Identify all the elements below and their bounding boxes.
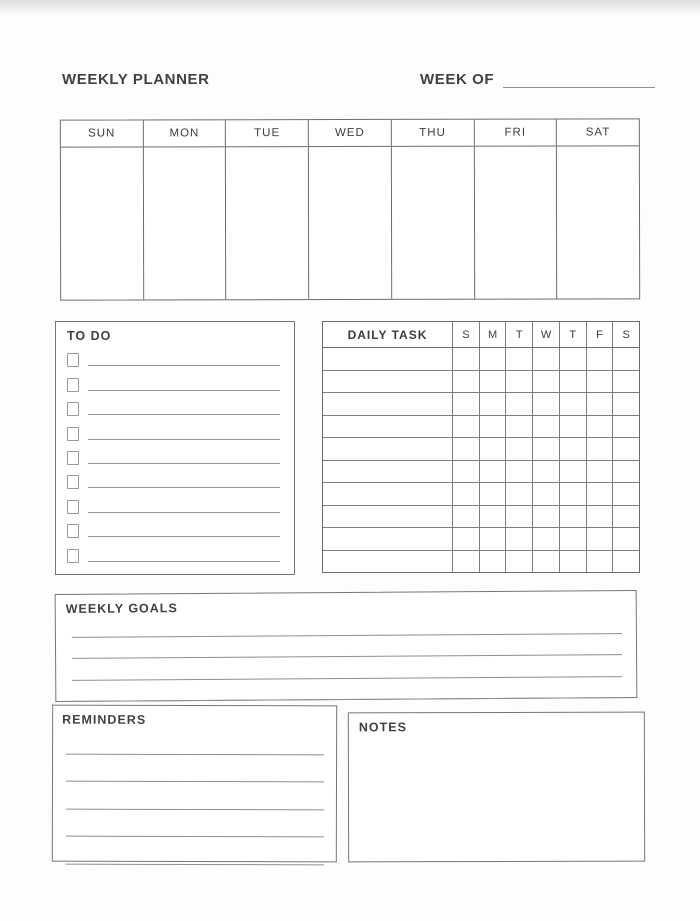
daily-task-check-cell <box>506 393 533 415</box>
todo-rows <box>67 343 282 563</box>
daily-task-check-cell <box>453 393 480 415</box>
daily-task-check-cell <box>613 461 639 483</box>
daily-task-check-cell <box>613 551 639 573</box>
daily-task-check-cell <box>453 528 480 550</box>
daily-task-check-cell <box>613 506 639 528</box>
calendar-day-cell-tue <box>226 147 309 299</box>
daily-task-check-cell <box>560 551 587 573</box>
daily-task-day-header-6: F <box>587 322 614 347</box>
daily-task-check-cell <box>533 551 560 573</box>
daily-task-check-cell <box>533 348 560 370</box>
todo-section <box>55 321 295 575</box>
calendar-header-row <box>61 119 639 147</box>
todo-checkbox-icon <box>67 353 79 367</box>
todo-checkbox-icon <box>67 524 79 538</box>
calendar-day-header-wed: WED <box>309 120 392 146</box>
daily-task-check-cell <box>587 438 614 460</box>
daily-task-check-cell <box>453 348 480 370</box>
daily-task-check-cell <box>560 438 587 460</box>
week-of-blank-line <box>503 73 655 88</box>
calendar-day-header-mon: MON <box>144 120 227 146</box>
daily-task-name-cell <box>323 551 453 573</box>
todo-row <box>67 441 282 465</box>
todo-blank-line <box>88 561 280 562</box>
daily-task-check-cell <box>533 393 560 415</box>
daily-task-row <box>323 371 639 394</box>
reminders-blank-line <box>66 781 324 783</box>
daily-task-check-cell <box>587 393 614 415</box>
daily-task-check-cell <box>560 528 587 550</box>
weekly-calendar-table <box>60 118 640 300</box>
daily-task-check-cell <box>453 461 480 483</box>
daily-task-check-cell <box>533 506 560 528</box>
todo-row <box>67 343 282 367</box>
reminders-blank-line <box>66 753 324 755</box>
todo-blank-line <box>88 365 280 366</box>
daily-task-check-cell <box>453 438 480 460</box>
daily-task-name-cell <box>323 438 453 460</box>
daily-task-check-cell <box>533 416 560 438</box>
reminders-blank-line <box>66 863 324 865</box>
weekly-goals-title: WEEKLY GOALS <box>65 601 178 616</box>
daily-task-check-cell <box>587 528 614 550</box>
daily-task-check-cell <box>453 483 480 505</box>
reminders-section <box>52 705 337 863</box>
daily-task-check-cell <box>587 348 614 370</box>
daily-task-check-cell <box>506 348 533 370</box>
daily-task-name-cell <box>323 506 453 528</box>
todo-row <box>67 392 282 416</box>
reminders-blank-line <box>66 808 324 810</box>
daily-task-row <box>323 393 639 416</box>
daily-task-check-cell <box>453 506 480 528</box>
calendar-day-cell-sat <box>557 146 639 298</box>
daily-task-check-cell <box>480 393 507 415</box>
daily-task-check-cell <box>560 506 587 528</box>
todo-checkbox-icon <box>67 475 79 489</box>
daily-task-day-header-7: S <box>622 328 630 341</box>
daily-task-check-cell <box>453 371 480 393</box>
daily-task-check-cell <box>587 483 614 505</box>
daily-task-check-cell <box>480 483 507 505</box>
daily-task-row <box>323 461 639 484</box>
daily-task-day-header-1: S <box>453 322 480 347</box>
daily-task-check-cell <box>560 371 587 393</box>
daily-task-check-cell <box>613 348 639 370</box>
daily-task-check-cell <box>506 461 533 483</box>
daily-task-table <box>322 321 640 573</box>
daily-task-check-cell <box>480 461 507 483</box>
todo-blank-line <box>88 390 280 391</box>
daily-task-check-cell <box>533 483 560 505</box>
todo-blank-line <box>88 487 280 488</box>
reminders-title: REMINDERS <box>62 712 147 727</box>
daily-task-check-cell <box>506 506 533 528</box>
daily-task-check-cell <box>506 528 533 550</box>
weekly-goals-section <box>55 590 638 702</box>
daily-task-name-cell <box>323 461 453 483</box>
todo-row <box>67 465 282 489</box>
weekly-goals-blank-line <box>72 676 622 681</box>
daily-task-check-cell <box>533 438 560 460</box>
daily-task-name-cell <box>323 416 453 438</box>
daily-task-row <box>323 416 639 439</box>
daily-task-day-header-5: T <box>560 322 587 347</box>
notes-title: NOTES <box>358 720 407 735</box>
todo-title: TO DO <box>67 329 112 343</box>
daily-task-check-cell <box>560 348 587 370</box>
weekly-goals-blank-line <box>72 697 622 702</box>
daily-task-check-cell <box>480 438 507 460</box>
calendar-day-cell-mon <box>144 147 227 299</box>
todo-blank-line <box>88 463 280 464</box>
daily-task-check-cell <box>587 506 614 528</box>
week-of-label: WEEK OF <box>420 71 495 88</box>
todo-checkbox-icon <box>67 378 79 392</box>
daily-task-check-cell <box>480 348 507 370</box>
calendar-day-cell-fri <box>474 147 557 299</box>
daily-task-check-cell <box>560 461 587 483</box>
daily-task-check-cell <box>613 483 639 505</box>
reminders-blank-line <box>66 836 324 838</box>
daily-task-check-cell <box>613 528 639 550</box>
daily-task-check-cell <box>560 483 587 505</box>
daily-task-check-cell <box>613 393 639 415</box>
daily-task-check-cell <box>613 416 639 438</box>
todo-row <box>67 367 282 391</box>
daily-task-day-header-4: W <box>533 322 560 347</box>
calendar-day-cell-wed <box>309 147 392 299</box>
todo-row <box>67 514 282 538</box>
daily-task-check-cell <box>587 416 614 438</box>
daily-task-check-cell <box>587 551 614 573</box>
todo-blank-line <box>88 512 280 513</box>
todo-checkbox-icon <box>67 402 79 416</box>
todo-checkbox-icon <box>67 549 79 563</box>
daily-task-name-cell <box>323 393 453 415</box>
daily-task-check-cell <box>480 551 507 573</box>
daily-task-check-cell <box>480 506 507 528</box>
daily-task-name-cell <box>323 348 453 370</box>
calendar-body-row <box>61 146 639 299</box>
weekly-goals-blank-line <box>72 633 622 638</box>
daily-task-check-cell <box>533 371 560 393</box>
daily-task-check-cell <box>560 416 587 438</box>
daily-task-check-cell <box>506 416 533 438</box>
daily-task-check-cell <box>533 461 560 483</box>
weekly-goals-blank-line <box>72 654 622 659</box>
todo-checkbox-icon <box>67 427 79 441</box>
daily-task-day-header-3: T <box>506 322 533 347</box>
daily-task-row <box>323 483 639 506</box>
daily-task-name-cell <box>323 528 453 550</box>
daily-task-check-cell <box>613 371 639 393</box>
daily-task-check-cell <box>587 461 614 483</box>
daily-task-check-cell <box>480 528 507 550</box>
daily-task-row <box>323 528 639 551</box>
calendar-day-header-fri: FRI <box>474 120 557 146</box>
calendar-day-header-tue: TUE <box>226 120 309 146</box>
todo-blank-line <box>88 439 280 440</box>
daily-task-row <box>323 506 639 529</box>
page-title: WEEKLY PLANNER <box>62 71 210 88</box>
daily-task-check-cell <box>506 371 533 393</box>
daily-task-day-header-2: M <box>480 322 507 347</box>
daily-task-check-cell <box>453 551 480 573</box>
daily-task-name-cell <box>323 483 453 505</box>
todo-checkbox-icon <box>67 451 79 465</box>
todo-checkbox-icon <box>67 500 79 514</box>
daily-task-check-cell <box>587 371 614 393</box>
calendar-day-header-sun: SUN <box>61 120 144 146</box>
daily-task-check-cell <box>453 416 480 438</box>
daily-task-check-cell <box>533 528 560 550</box>
daily-task-check-cell <box>506 438 533 460</box>
todo-row <box>67 538 282 562</box>
week-of-group <box>420 71 655 88</box>
todo-blank-line <box>88 536 280 537</box>
todo-blank-line <box>88 414 280 415</box>
daily-task-header-row <box>323 322 639 348</box>
calendar-day-cell-sun <box>61 147 144 299</box>
daily-task-check-cell <box>560 393 587 415</box>
daily-task-row <box>323 348 639 371</box>
calendar-day-cell-thu <box>392 147 475 299</box>
daily-task-check-cell <box>480 371 507 393</box>
daily-task-check-cell <box>613 438 639 460</box>
todo-row <box>67 489 282 513</box>
notes-section <box>348 712 645 863</box>
daily-task-header-label: DAILY TASK <box>323 322 453 347</box>
daily-task-row <box>323 438 639 461</box>
daily-task-name-cell <box>323 371 453 393</box>
daily-task-check-cell <box>506 483 533 505</box>
daily-task-check-cell <box>480 416 507 438</box>
daily-task-row <box>323 551 639 573</box>
calendar-day-header-thu: THU <box>392 120 475 146</box>
todo-row <box>67 416 282 440</box>
calendar-day-header-sat: SAT <box>585 126 611 139</box>
daily-task-check-cell <box>506 551 533 573</box>
